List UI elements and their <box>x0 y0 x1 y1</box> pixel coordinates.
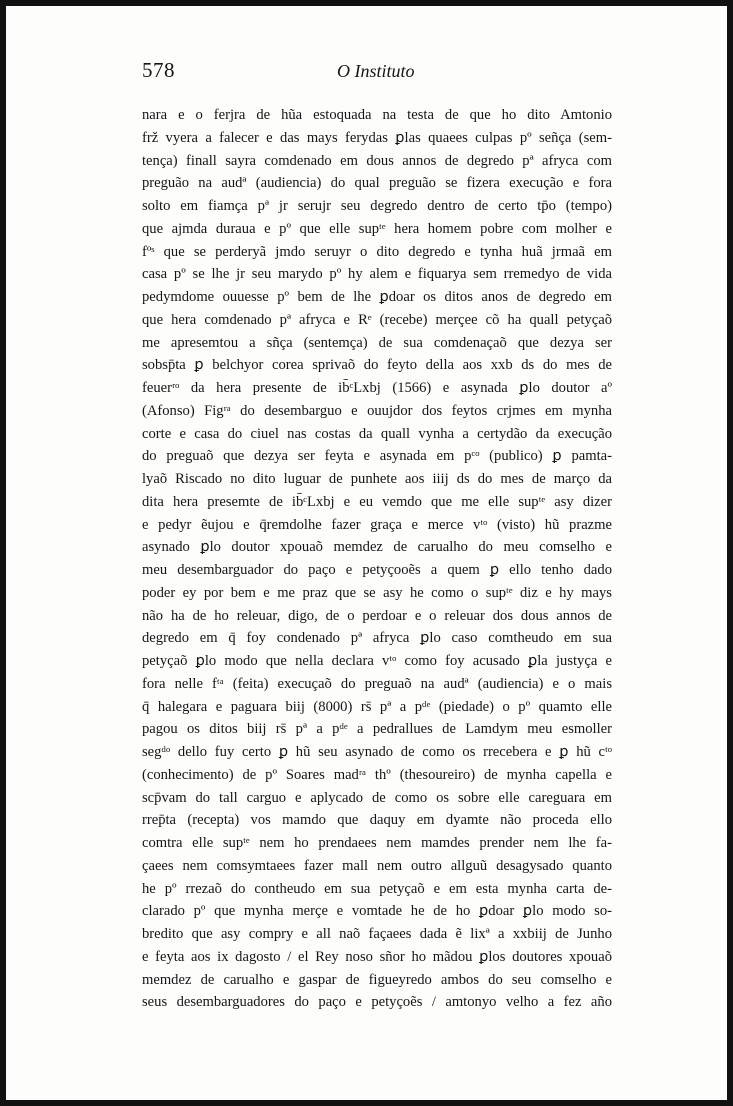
text-line: (conhecimento) de pº Soares madʳᵃ thº (thesoureiro) de mynha capella e <box>142 766 612 783</box>
text-line: he pº rrezaõ do contheudo em sua petyçaõ e em esta mynha carta de- <box>142 880 612 897</box>
text-line: comtra elle supᵗᵉ nem ho prendaees nem mamdes prender nem lhe fa- <box>142 835 612 851</box>
text-line: lyaõ Riscado no dito luguar de punhete aos iiij ds do mes de março da <box>142 471 612 487</box>
text-line: pagou os ditos biij rs̄ pª a pᵈᵉ a pedrallues de Lamdym meu esmoller <box>142 721 612 738</box>
running-head: O Instituto <box>337 61 415 81</box>
text-line: e pedyr ẽujou e q̄remdolhe fazer graça e merce vᵗᵒ (visto) hũ prazme <box>142 516 612 533</box>
text-line: bredito que asy compry e all naõ façaees dada ẽ lixª a xxbiij de Junho <box>142 926 612 942</box>
text-line: que ajmda duraua e pº que elle supᵗᵉ hera homem pobre com molher e <box>142 220 612 237</box>
text-line: asynado ꝑlo doutor xpouaõ memdez de carualho do meu comselho e <box>142 539 612 556</box>
text-line: casa pº se lhe jr seu marydo pº hy alem e fiquarya sem rremedyo de vida <box>142 266 612 283</box>
text-line: dita hera presemte de ib̄ᶜLxbj e eu vemdo que me elle supᵗᵉ asy dizer <box>142 493 612 510</box>
text-line: segᵈᵒ dello fuy certo ꝑ hũ seu asynado de como os rrecebera e ꝑ hũ cᵗᵒ <box>142 744 612 760</box>
text-line: fºˢ que se perderyã jmdo seruyr o dito degredo e tynha huã jrmaã em <box>142 243 612 260</box>
body-text <box>142 104 612 1014</box>
text-line: preguão na audª (audiencia) do qual preguão se fizera execução e fora <box>142 175 612 192</box>
page-header <box>142 58 612 86</box>
text-line: e feyta aos ix dagosto / el Rey noso sñor ho mãdou ꝑlos doutores xpouaõ <box>142 948 612 965</box>
text-line: do preguaõ que dezya ser feyta e asynada em pᶜᵒ (publico) ꝑ pamta- <box>142 448 612 465</box>
text-line: me apresemtou a sñça (sentemça) de sua comdenaçaõ que dezya ser <box>142 334 612 351</box>
text-line: tença) finall sayra comdenado em dous annos de degredo pª afryca com <box>142 152 612 169</box>
text-line: poder ey por bem e me praz que se asy he como o supᵗᵉ diz e hy mays <box>142 584 612 601</box>
text-line: rrep̄ta (recepta) vos mamdo que daquy em dyamte não proceda ello <box>142 812 612 829</box>
text-line: (Afonso) Figʳᵃ do desembarguo e ouujdor dos feytos crjmes em mynha <box>142 402 612 419</box>
text-line: sobsp̄ta ꝑ belchyor corea sprivaõ do feyto della aos xxb ds do mes de <box>142 357 612 374</box>
text-line: q̄ halegara e paguara biij (8000) rs̄ pª a pᵈᵉ (piedade) o pº quamto elle <box>142 698 612 715</box>
text-line: scp̄vam do tall carguo e aplycado de como os sobre elle careguara em <box>142 789 612 806</box>
text-line: solto em fiamça pª jr serujr seu degredo dentro de certo tp̄o (tempo) <box>142 198 612 214</box>
text-line: seus desembarguadores do paço e petyçoẽs / amtonyo velho a fez año <box>142 994 612 1011</box>
text-line: meu desembarguador do paço e petyçooẽs a quem ꝑ ello tenho dado <box>142 562 612 578</box>
text-line: não ha de ho releuar, digo, de o perdoar e o releuar dos dous annos de <box>142 607 612 624</box>
text-line: degredo em q̄ foy condenado pª afryca ꝑlo caso comtheudo em sua <box>142 630 612 647</box>
text-line: clarado pº que mynha merçe e vomtade he de ho ꝑdoar ꝑlo modo so- <box>142 903 612 920</box>
text-line: memdez de carualho e gaspar de figueyredo ambos do seu comselho e <box>142 971 612 988</box>
text-line: que hera comdenado pª afryca e Rᵉ (recebe) merçee cõ ha quall petyçaõ <box>142 311 612 328</box>
text-line: pedymdome ouuesse pº bem de lhe ꝑdoar os ditos anos de degredo em <box>142 289 612 305</box>
text-line: çaees nem comsymtaees fazer mall nem outro allguũ desagysado quanto <box>142 857 612 874</box>
page-number: 578 <box>142 58 175 82</box>
text-line: feuerʳᵒ da hera presente de ib̄ᶜLxbj (1566) e asynada ꝑlo doutor aº <box>142 380 612 396</box>
text-line: nara e o ferjra de hũa estoquada na testa de que ho dito Amtonio <box>142 107 612 123</box>
text-line: corte e casa do ciuel nas costas da quall vynha a certydão da execução <box>142 425 612 442</box>
text-line: petyçaõ ꝑlo modo que nella declara vᵗᵒ como foy acusado ꝑla justyça e <box>142 653 612 669</box>
text-line: frž vyera a falecer e das mays ferydas ꝑlas quaees culpas pº señça (sem- <box>142 129 612 146</box>
text-line: fora nelle fᵗᵃ (feita) execuçaõ do preguaõ na audª (audiencia) e o mais <box>142 675 612 692</box>
